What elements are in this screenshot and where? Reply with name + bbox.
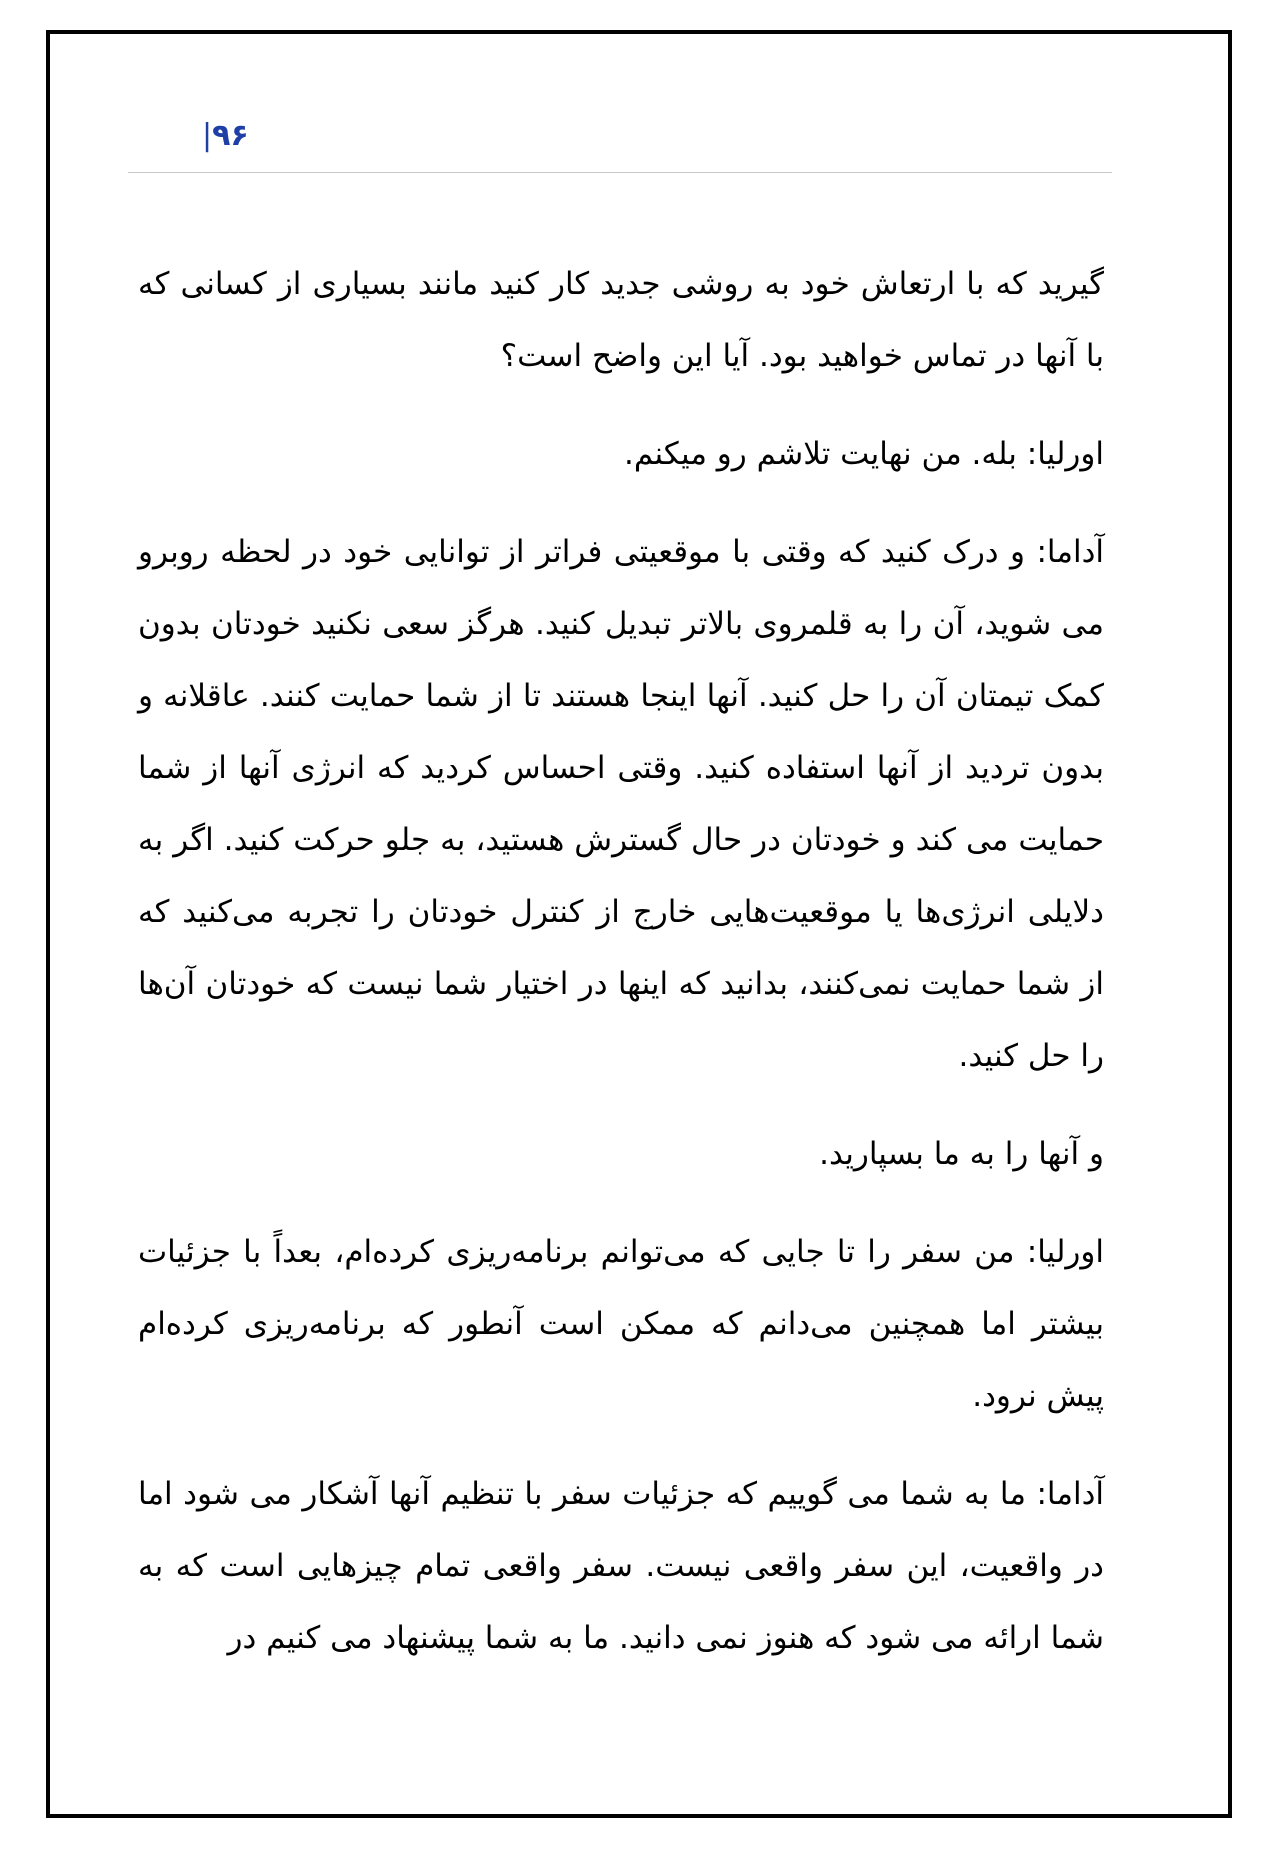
paragraph: اورلیا: من سفر را تا جایی که می‌توانم برنامه‌ریزی کرده‌ام، بعداً با جزئیات بیشتر اما همچنین می‌دانم که ممکن است آنطور که برنامه‌ریزی کرده‌ام پیش نرود. — [138, 1234, 1104, 1414]
paragraph: و آنها را به ما بسپارید. — [819, 1136, 1104, 1172]
page-number — [194, 116, 249, 156]
paragraph: آداما: و درک کنید که وقتی با موقعیتی فراتر از توانایی خود در لحظه روبرو می شوید، آن را به قلمروی بالاتر تبدیل کنید. هرگز سعی نکنید خودتان بدون کمک تیمتان آن را حل کنید. آنها اینجا هستند تا از شما حمایت کنند. عاقلانه و بدون تردید از آنها استفاده کنید. وقتی احساس کردید که انرژی آنها از شما حمایت می کند و خودتان در حال گسترش هستید، به جلو حرکت کنید. اگر به دلایلی انرژی‌ها یا موقعیت‌هایی خارج از کنترل خودتان را تجربه می‌کنید که از شما حمایت نمی‌کنند، بدانید که اینها در اختیار شما نیست که خودتان آن‌ها را حل کنید. — [138, 534, 1104, 1074]
page-header — [128, 116, 1112, 173]
page-body — [138, 248, 1104, 1700]
paragraph: گیرید که با ارتعاش خود به روشی جدید کار کنید مانند بسیاری از کسانی که با آنها در تماس خواهید بود. آیا این واضح است؟ — [138, 266, 1104, 374]
paragraph: اورلیا: بله. من نهایت تلاشم رو میکنم. — [624, 436, 1104, 472]
page-number-separator: | — [202, 118, 213, 153]
page-number-value: ۹۶ — [212, 118, 249, 153]
paragraph: آداما: ما به شما می گوییم که جزئیات سفر با تنظیم آنها آشکار می شود اما در واقعیت، این سفر واقعی نیست. سفر واقعی تمام چیزهایی است که به شما ارائه می شود که هنوز نمی دانید. ما به شما پیشنهاد می کنیم در — [138, 1476, 1104, 1656]
